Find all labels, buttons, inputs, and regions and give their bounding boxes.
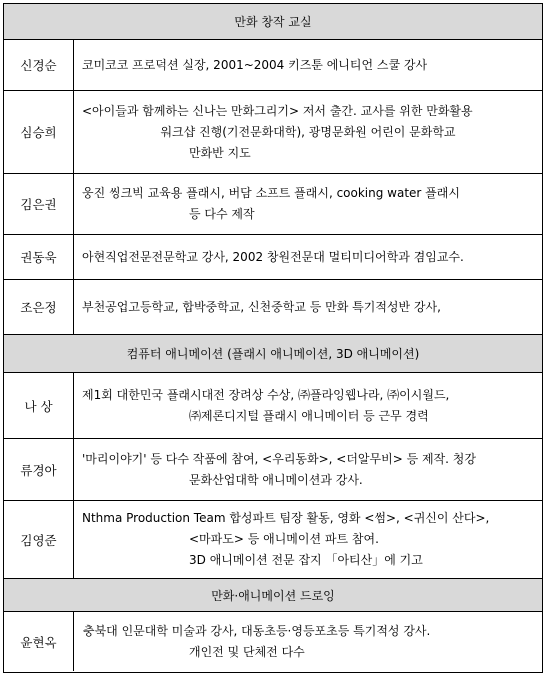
- description-line: 등 다수 제작: [189, 207, 255, 221]
- table-row: [4, 174, 542, 235]
- instructor-name: 나 상: [4, 373, 74, 438]
- instructor-name: 류경아: [4, 439, 74, 500]
- instructor-description: [74, 373, 542, 438]
- section-header: [4, 4, 542, 40]
- instructor-name: 심승희: [4, 91, 74, 173]
- table-row: [4, 91, 542, 174]
- instructor-description: [74, 501, 542, 578]
- section-header: [4, 335, 542, 373]
- instructor-name: 김영준: [4, 501, 74, 578]
- instructor-name: 윤현옥: [4, 612, 74, 671]
- table-row: [4, 280, 542, 335]
- description-line: 제1회 대한민국 플래시대전 장려상 수상, ㈜플라잉웹나라, ㈜이시월드,: [82, 387, 450, 402]
- table-row: [4, 373, 542, 439]
- description-line: 웅진 씽크빅 교육용 플래시, 버담 소프트 플래시, cooking water 플래시: [82, 186, 460, 200]
- instructor-description: [74, 40, 542, 90]
- description-line: ㈜제론디지털 플래시 애니메이터 등 근무 경력: [189, 408, 429, 423]
- table-row: [4, 439, 542, 501]
- description-line: '마리이야기' 등 다수 작품에 참여, <우리동화>, <더알무비> 등 제작. 청강: [82, 451, 476, 466]
- description-line: 3D 애니메이션 전문 잡지 「아티산」에 기고: [189, 553, 423, 567]
- table-row: [4, 501, 542, 579]
- instructor-description: [74, 174, 542, 234]
- description-line: Nthma Production Team 합성파트 팀장 활동, 영화 <썸>, <귀신이 산다>,: [82, 511, 490, 525]
- document-table: [3, 3, 543, 673]
- instructor-name: 신경순: [4, 40, 74, 90]
- table-row: [4, 40, 542, 91]
- description-line: 워크샵 진행(기전문화대학), 광명문화원 어린이 문화학교: [160, 124, 456, 139]
- description-line: 코미코코 프로덕션 실장, 2001~2004 키즈툰 에니티언 스쿨 강사: [82, 57, 428, 72]
- table-row: [4, 612, 542, 671]
- instructor-name: 권동욱: [4, 235, 74, 279]
- description-line: <아이들과 함께하는 신나는 만화그리기> 저서 출간. 교사를 위한 만화활용: [82, 103, 473, 118]
- description-line: 개인전 및 단체전 다수: [189, 644, 305, 659]
- instructor-description: [74, 612, 542, 671]
- section-title: 컴퓨터 애니메이션 (플래시 애니메이션, 3D 애니메이션): [126, 347, 420, 361]
- description-line: 충북대 인문대학 미술과 강사, 대동초등·영등포초등 특기적성 강사.: [83, 623, 431, 638]
- description-line: 아현직업전문전문학교 강사, 2002 창원전문대 멀티미디어학과 겸임교수.: [82, 249, 464, 264]
- description-line: 문화산업대학 애니메이션과 강사.: [189, 472, 363, 487]
- instructor-name: 김은권: [4, 174, 74, 234]
- table-row: [4, 235, 542, 280]
- instructor-description: [74, 91, 542, 173]
- description-line: 부천공업고등학교, 합박중학교, 신천중학교 등 만화 특기적성반 강사,: [82, 299, 441, 314]
- instructor-name: 조은정: [4, 280, 74, 334]
- instructor-description: [74, 439, 542, 500]
- section-title: 만화·애니메이션 드로잉: [211, 588, 335, 603]
- description-line: <마파도> 등 애니메이션 파트 참여.: [189, 532, 379, 546]
- section-header: [4, 579, 542, 612]
- section-title: 만화 창작 교실: [234, 15, 312, 29]
- description-line: 만화반 지도: [189, 145, 251, 160]
- instructor-description: [74, 235, 542, 279]
- instructor-description: [74, 280, 542, 334]
